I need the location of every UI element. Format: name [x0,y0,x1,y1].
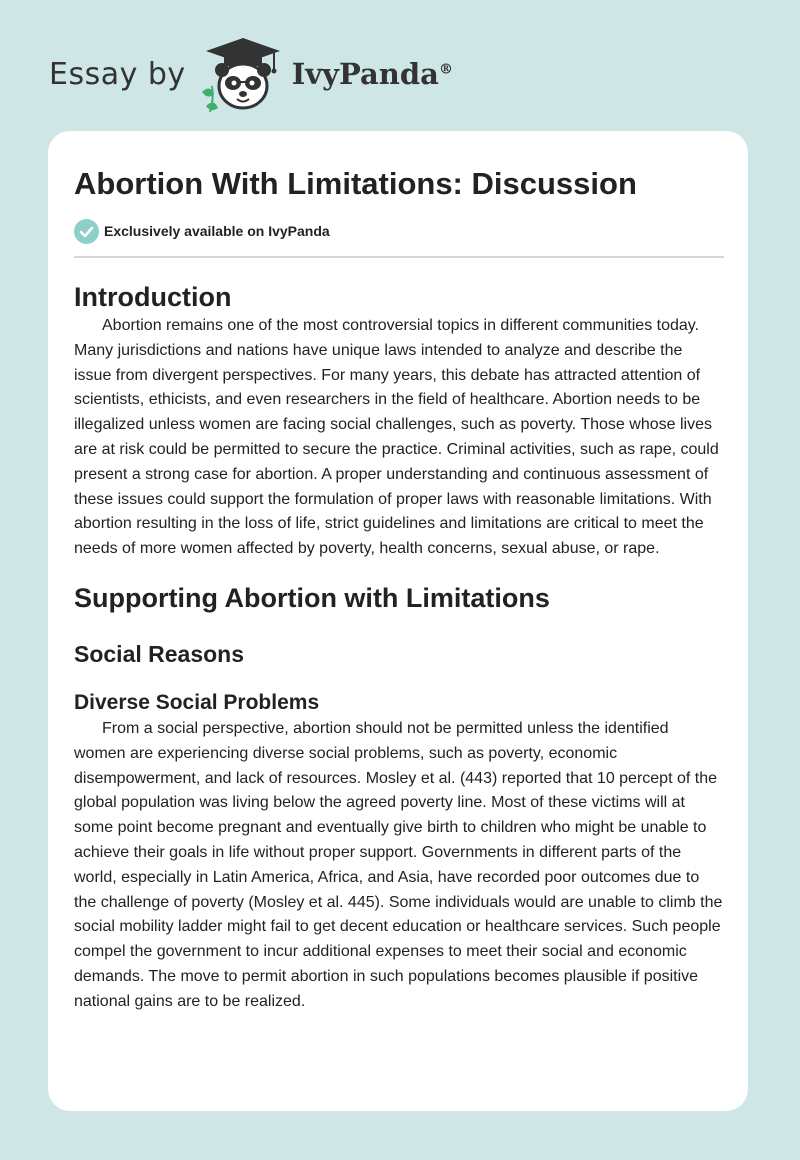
brand-name [292,57,453,91]
site-brand[interactable] [49,34,453,114]
subsection-heading-diverse-problems: Diverse Social Problems [74,690,320,714]
page-title: Abortion With Limitations: Discussion [74,166,637,201]
exclusive-badge [74,218,724,244]
section-heading-supporting: Supporting Abortion with Limitations [74,582,550,613]
introduction-paragraph: Abortion remains one of the most controversial topics in different communities today. Many jurisdictions and nations have unique laws intended to analyze and describe the issue from divergent perspectives. For many years, this debate has attracted attention of scientists, ethicists, and even researchers in the field of healthcare. Abortion needs to be illegalized unless women are facing social challenges, such as poverty. Those whose lives are at risk could be permitted to secure the practice. Criminal activities, such as rape, could present a strong case for abortion. A proper understanding and continuous assessment of these issues could support the formulation of proper laws with reasonable limitations. With abortion resulting in the loss of life, strict guidelines and limitations are critical to meet the needs of more women affected by poverty, health concerns, sexual abuse, or rape. [74,317,719,558]
title-divider [74,256,724,258]
diverse-problems-paragraph: From a social perspective, abortion should not be permitted unless the identified women are experiencing diverse social problems, such as poverty, economic disempowerment, and lack of resources. Mosley et al. (443) reported that 10 percept of the global population was living below the agreed poverty line. Most of these victims will at some point become pregnant and eventually give birth to children who might be unable to achieve their goals in life without proper support. Governments in different parts of the world, especially in Latin America, Africa, and Asia, have recorded poor outcomes due to the challenge of poverty (Mosley et al. 445). Some individuals would are unable to climb the social mobility ladder might fail to get decent education or healthcare services. Such people compel the government to incur additional expenses to meet their social and economic demands. The move to permit abortion in such populations becomes plausible if positive national gains are to be realized. [74,719,723,1010]
section-heading-introduction: Introduction [74,282,232,312]
subsection-heading-social-reasons: Social Reasons [74,640,245,667]
registered-mark: ® [438,61,453,78]
check-circle-icon [74,219,99,244]
essay-content [74,163,724,1015]
brand-prefix: Essay by [49,56,186,92]
panda-logo-icon [200,34,286,114]
exclusive-badge-text: Exclusively available on IvyPanda [104,223,330,239]
brand-name-text: IvyPanda [291,57,439,91]
essay-card [48,131,748,1111]
